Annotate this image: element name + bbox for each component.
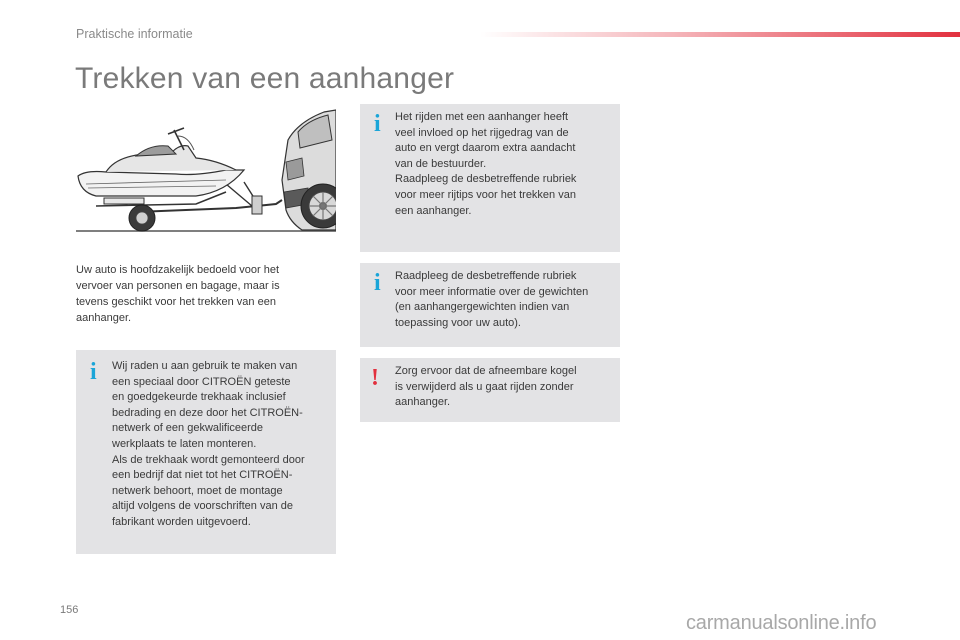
info-icon: i — [374, 270, 381, 296]
text-line: altijd volgens de voorschriften van de — [112, 500, 293, 513]
text-line: is verwijderd als u gaat rijden zonder — [395, 380, 574, 393]
intro-line: vervoer van personen en bagage, maar is — [76, 280, 280, 292]
text-line: Wij raden u aan gebruik te maken van — [112, 360, 298, 372]
text-line: aanhanger. — [395, 396, 451, 409]
text-line: voor meer rijtips voor het trekken van — [395, 188, 576, 201]
text-line: Zorg ervoor dat de afneembare kogel — [395, 365, 577, 377]
text-line: Als de trekhaak wordt gemonteerd door — [112, 453, 305, 466]
header-accent-bar — [480, 32, 960, 37]
text-line: Raadpleeg de desbetreffende rubriek — [395, 173, 577, 186]
warning-box-text — [395, 364, 617, 411]
page-title: Trekken van een aanhanger — [75, 62, 455, 95]
car-towing-trailer-image — [76, 100, 336, 240]
info-box-weights — [360, 263, 620, 347]
text-line: netwerk of een gekwalificeerde — [112, 422, 264, 435]
info-box-text — [395, 110, 615, 219]
text-line: en goedgekeurde trekhaak inclusief — [112, 391, 286, 404]
text-line: fabrikant worden uitgevoerd. — [112, 515, 251, 528]
intro-paragraph — [76, 262, 326, 326]
text-line: een speciaal door CITROËN geteste — [112, 375, 291, 388]
text-line: werkplaats te laten monteren. — [112, 437, 257, 450]
text-line: Het rijden met een aanhanger heeft — [395, 111, 569, 123]
text-line: voor meer informatie over de gewichten — [395, 285, 589, 298]
text-line: een aanhanger. — [395, 204, 472, 217]
towing-illustration — [76, 100, 336, 240]
warning-box-towball — [360, 358, 620, 422]
section-label: Praktische informatie — [76, 27, 193, 41]
info-box-text — [395, 269, 617, 331]
intro-line: aanhanger. — [76, 312, 132, 324]
text-line: netwerk behoort, moet de montage — [112, 484, 283, 497]
info-icon: i — [90, 359, 97, 385]
info-box-towbar — [76, 350, 336, 554]
info-icon: i — [374, 111, 381, 137]
text-line: een bedrijf dat niet tot het CITROËN- — [112, 469, 293, 482]
text-line: Raadpleeg de desbetreffende rubriek — [395, 270, 577, 282]
info-box-text — [112, 359, 330, 531]
watermark: carmanualsonline.info — [686, 612, 877, 634]
intro-line: tevens geschikt voor het trekken van een — [76, 296, 276, 308]
text-line: van de bestuurder. — [395, 157, 487, 170]
text-line: toepassing voor uw auto). — [395, 316, 521, 329]
info-box-driving — [360, 104, 620, 252]
page-number: 156 — [60, 604, 79, 616]
text-line: bedrading en deze door het CITROËN- — [112, 406, 303, 419]
text-line: (en aanhangergewichten indien van — [395, 301, 570, 314]
warning-icon: ! — [371, 365, 379, 391]
text-line: auto en vergt daarom extra aandacht — [395, 142, 576, 155]
intro-line: Uw auto is hoofdzakelijk bedoeld voor het — [76, 264, 280, 276]
text-line: veel invloed op het rijgedrag van de — [395, 126, 569, 139]
